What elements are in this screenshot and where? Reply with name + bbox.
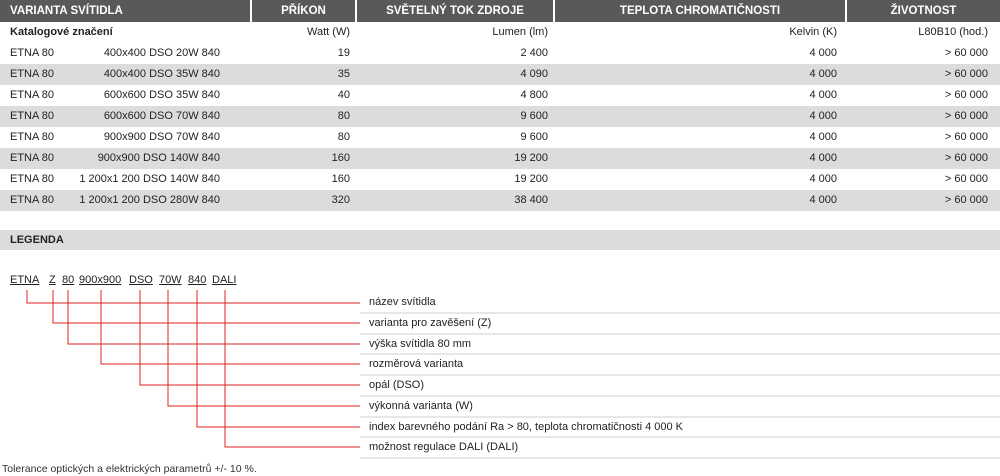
row-flux: 2 400: [520, 47, 548, 59]
row-spec: 1 200x1 200 DSO 140W 840: [79, 173, 220, 185]
row-flux: 4 800: [520, 89, 548, 101]
header-cct: TEPLOTA CHROMATIČNOSTI: [555, 0, 845, 22]
row-power: 35: [337, 68, 350, 80]
legend-desc-z: varianta pro zavěšení (Z): [369, 317, 492, 329]
row-spec: 900x900 DSO 70W 840: [103, 131, 220, 143]
table-row: [0, 64, 1000, 85]
legend-desc-dso: opál (DSO): [369, 379, 425, 391]
code-part-watt: 70W: [159, 274, 182, 286]
leader-line-z: [53, 290, 360, 323]
legend-desc-watt: výkonná varianta (W): [369, 400, 473, 412]
row-name: ETNA 80: [10, 131, 55, 143]
row-flux: 4 090: [520, 68, 548, 80]
row-name: ETNA 80: [10, 173, 55, 185]
table-row: [0, 169, 1000, 190]
row-flux: 19 200: [514, 152, 548, 164]
row-cct: 4 000: [809, 89, 837, 101]
row-power: 160: [331, 173, 350, 185]
row-power: 80: [337, 131, 350, 143]
row-cct: 4 000: [809, 194, 837, 206]
row-flux: 9 600: [520, 131, 548, 143]
row-name: ETNA 80: [10, 47, 55, 59]
row-power: 80: [337, 110, 350, 122]
code-part-name: ETNA: [10, 274, 40, 286]
row-cct: 4 000: [809, 131, 837, 143]
row-life: > 60 000: [944, 89, 988, 101]
leader-line-size: [101, 290, 360, 364]
row-power: 40: [337, 89, 350, 101]
footnote: Tolerance optických a elektrických parametrů +/- 10 %.: [2, 463, 257, 475]
subheader-variant: Katalogové značení: [10, 26, 113, 38]
row-spec: 400x400 DSO 35W 840: [103, 68, 220, 80]
legend-desc-name: název svítidla: [369, 296, 436, 308]
row-flux: 19 200: [514, 173, 548, 185]
legend-bar: [0, 230, 1000, 250]
code-part-height: 80: [62, 274, 75, 286]
row-spec: 600x600 DSO 70W 840: [103, 110, 220, 122]
row-cct: 4 000: [809, 68, 837, 80]
table-row: [0, 43, 1000, 64]
leader-line-name: [27, 290, 360, 303]
code-part-z: Z: [49, 274, 56, 286]
legend-desc-size: rozměrová varianta: [369, 358, 464, 370]
header-flux: SVĚTELNÝ TOK ZDROJE: [357, 0, 553, 22]
row-power: 160: [331, 152, 350, 164]
leader-line-dali: [225, 290, 360, 447]
table-row: [0, 85, 1000, 106]
row-name: ETNA 80: [10, 89, 55, 101]
subheader-row: [0, 22, 1000, 43]
table-row: [0, 190, 1000, 211]
table-row: [0, 148, 1000, 169]
row-life: > 60 000: [944, 47, 988, 59]
row-life: > 60 000: [944, 131, 988, 143]
row-cct: 4 000: [809, 173, 837, 185]
table-row: [0, 127, 1000, 148]
code-part-size: 900x900: [79, 274, 122, 286]
row-power: 320: [331, 194, 350, 206]
row-life: > 60 000: [944, 110, 988, 122]
subheader-cct: Kelvin (K): [789, 26, 837, 38]
leader-line-height: [68, 290, 360, 344]
code-part-dso: DSO: [129, 274, 153, 286]
row-cct: 4 000: [809, 47, 837, 59]
table-row: [0, 106, 1000, 127]
code-part-dali: DALI: [212, 274, 237, 286]
legend-title: LEGENDA: [10, 234, 64, 246]
row-spec: 1 200x1 200 DSO 280W 840: [79, 194, 220, 206]
row-name: ETNA 80: [10, 194, 55, 206]
leader-line-watt: [168, 290, 360, 406]
row-spec: 400x400 DSO 20W 840: [103, 47, 220, 59]
subheader-power: Watt (W): [307, 26, 350, 38]
legend-desc-cri: index barevného podání Ra > 80, teplota chromatičnosti 4 000 K: [369, 421, 684, 433]
row-spec: 900x900 DSO 140W 840: [97, 152, 220, 164]
row-life: > 60 000: [944, 194, 988, 206]
row-spec: 600x600 DSO 35W 840: [103, 89, 220, 101]
separator-line: [360, 313, 1000, 458]
legend-desc-dali: možnost regulace DALI (DALI): [369, 441, 519, 453]
row-life: > 60 000: [944, 173, 988, 185]
row-power: 19: [337, 47, 350, 59]
row-flux: 9 600: [520, 110, 548, 122]
code-part-cri: 840: [188, 274, 207, 286]
header-variant: VARIANTA SVÍTIDLA: [0, 0, 250, 22]
subheader-flux: Lumen (lm): [492, 26, 548, 38]
row-name: ETNA 80: [10, 152, 55, 164]
row-life: > 60 000: [944, 152, 988, 164]
row-flux: 38 400: [514, 194, 548, 206]
header-power: PŘÍKON: [252, 0, 355, 22]
row-cct: 4 000: [809, 152, 837, 164]
leader-line-cri: [197, 290, 360, 427]
legend-desc-height: výška svítidla 80 mm: [369, 338, 472, 350]
header-life: ŽIVOTNOST: [847, 0, 1000, 22]
row-life: > 60 000: [944, 68, 988, 80]
leader-line-dso: [140, 290, 360, 385]
row-name: ETNA 80: [10, 110, 55, 122]
subheader-life: L80B10 (hod.): [918, 26, 988, 38]
row-cct: 4 000: [809, 110, 837, 122]
row-name: ETNA 80: [10, 68, 55, 80]
